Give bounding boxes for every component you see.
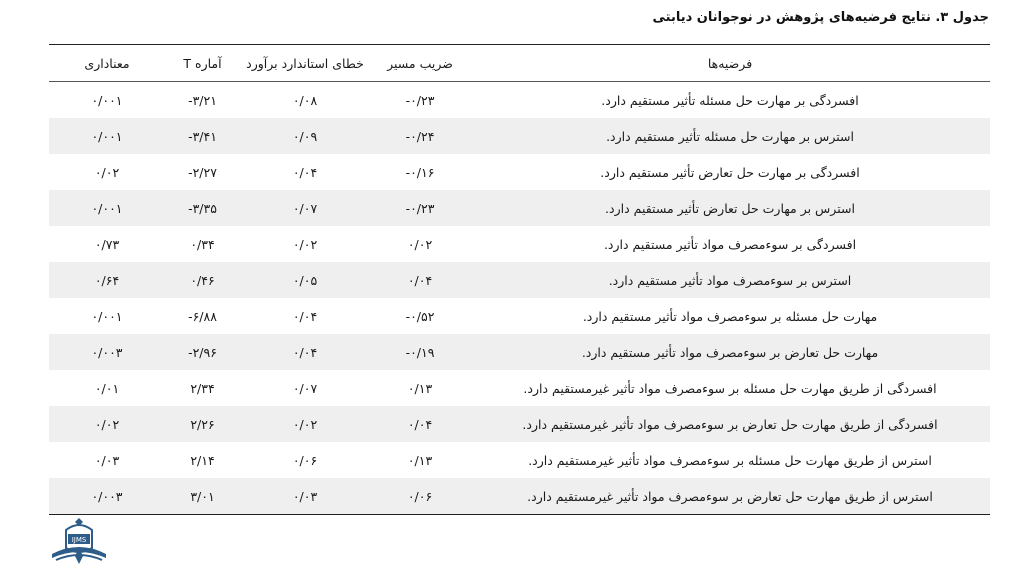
table-row (49, 370, 990, 406)
table-row (49, 406, 990, 442)
header-t-statistic: آماره T (165, 45, 240, 82)
cell-standard-error: ۰/۰۲ (292, 236, 318, 252)
table-row (49, 442, 990, 478)
cell-significance: ۰/۶۴ (49, 262, 165, 298)
cell-path-coefficient: ۰/۰۶ (370, 478, 470, 515)
cell-t-statistic: ۲/۳۴ (190, 380, 215, 396)
table-row (49, 478, 990, 515)
cell-hypothesis: افسردگی از طریق مهارت حل مسئله بر سوءمصرف مواد تأثیر غیرمستقیم دارد. (523, 380, 937, 396)
header-significance: معناداری (49, 45, 165, 82)
cell-hypothesis: افسردگی از طریق مهارت حل تعارض بر سوءمصرف مواد تأثیر غیرمستقیم دارد. (470, 406, 990, 442)
cell-t-statistic: -۶/۸۸ (188, 308, 217, 324)
cell-standard-error: ۰/۰۸ (292, 92, 318, 108)
cell-t-statistic: ۲/۲۶ (165, 406, 240, 442)
logo-text: IJMS (71, 536, 87, 544)
table-row (49, 298, 990, 334)
journal-logo (48, 516, 110, 568)
university-emblem-logo (48, 516, 110, 568)
cell-standard-error: ۰/۰۳ (240, 478, 370, 515)
cell-t-statistic: -۲/۲۷ (188, 164, 217, 180)
cell-significance: ۰/۰۰۳ (49, 478, 165, 515)
cell-standard-error: ۰/۰۵ (240, 262, 370, 298)
cell-path-coefficient: -۰/۱۶ (405, 164, 435, 180)
cell-significance: ۰/۰۲ (94, 164, 120, 180)
header-standard-error: خطای استاندارد برآورد (240, 45, 370, 82)
results-table (49, 44, 990, 515)
table-row (49, 154, 990, 190)
cell-t-statistic: -۲/۹۶ (165, 334, 240, 370)
table-header-row (49, 45, 990, 82)
cell-hypothesis: افسردگی بر مهارت حل تعارض تأثیر مستقیم دارد. (600, 164, 860, 180)
cell-hypothesis: استرس از طریق مهارت حل تعارض بر سوءمصرف مواد تأثیر غیرمستقیم دارد. (470, 478, 990, 515)
cell-hypothesis: استرس بر مهارت حل مسئله تأثیر مستقیم دارد. (470, 118, 990, 154)
cell-standard-error: ۰/۰۹ (240, 118, 370, 154)
table-row (49, 334, 990, 370)
table-body (49, 82, 990, 515)
cell-standard-error: ۰/۰۴ (292, 164, 318, 180)
cell-hypothesis: استرس از طریق مهارت حل مسئله بر سوءمصرف مواد تأثیر غیرمستقیم دارد. (528, 452, 932, 468)
cell-hypothesis: افسردگی بر سوءمصرف مواد تأثیر مستقیم دارد. (603, 236, 857, 252)
table-row (49, 226, 990, 262)
cell-standard-error: ۰/۰۷ (292, 380, 318, 396)
cell-path-coefficient: -۰/۲۳ (370, 190, 470, 226)
cell-path-coefficient: -۰/۲۴ (370, 118, 470, 154)
cell-hypothesis: افسردگی بر مهارت حل مسئله تأثیر مستقیم دارد. (601, 92, 859, 108)
cell-t-statistic: -۳/۲۱ (188, 92, 217, 108)
cell-path-coefficient: ۰/۰۲ (407, 236, 433, 252)
cell-significance: ۰/۰۰۳ (49, 334, 165, 370)
cell-standard-error: ۰/۰۷ (240, 190, 370, 226)
cell-t-statistic: -۳/۳۵ (165, 190, 240, 226)
cell-t-statistic: ۰/۳۴ (190, 236, 215, 252)
cell-t-statistic: ۰/۴۶ (165, 262, 240, 298)
table-row (49, 82, 990, 119)
cell-path-coefficient: ۰/۰۴ (370, 262, 470, 298)
cell-path-coefficient: -۰/۱۹ (370, 334, 470, 370)
cell-hypothesis: مهارت حل تعارض بر سوءمصرف مواد تأثیر مستقیم دارد. (470, 334, 990, 370)
cell-significance: ۰/۰۰۱ (91, 92, 123, 108)
cell-t-statistic: ۲/۱۴ (190, 452, 215, 468)
cell-standard-error: ۰/۰۶ (292, 452, 318, 468)
cell-path-coefficient: ۰/۱۳ (407, 380, 433, 396)
cell-hypothesis: مهارت حل مسئله بر سوءمصرف مواد تأثیر مستقیم دارد. (582, 308, 878, 324)
cell-path-coefficient: -۰/۵۲ (405, 308, 435, 324)
cell-standard-error: ۰/۰۲ (240, 406, 370, 442)
table-row (49, 118, 990, 154)
table-row (49, 262, 990, 298)
cell-path-coefficient: ۰/۱۳ (407, 452, 433, 468)
cell-standard-error: ۰/۰۴ (240, 334, 370, 370)
cell-significance: ۰/۰۱ (94, 380, 120, 396)
cell-significance: ۰/۰۰۱ (49, 118, 165, 154)
header-path-coefficient: ضریب مسیر (370, 45, 470, 82)
cell-significance: ۰/۰۰۱ (49, 190, 165, 226)
table-caption: جدول ۳. نتایج فرضیه‌های پژوهش در نوجوانان دیابتی (652, 10, 989, 25)
cell-significance: ۰/۰۰۱ (91, 308, 123, 324)
cell-path-coefficient: ۰/۰۴ (370, 406, 470, 442)
header-hypotheses: فرضیه‌ها (470, 45, 990, 82)
cell-t-statistic: -۳/۴۱ (165, 118, 240, 154)
cell-significance: ۰/۷۳ (94, 236, 120, 252)
cell-significance: ۰/۰۲ (49, 406, 165, 442)
cell-t-statistic: ۳/۰۱ (165, 478, 240, 515)
cell-hypothesis: استرس بر مهارت حل تعارض تأثیر مستقیم دارد. (470, 190, 990, 226)
cell-significance: ۰/۰۳ (94, 452, 120, 468)
cell-standard-error: ۰/۰۴ (292, 308, 318, 324)
cell-path-coefficient: -۰/۲۳ (405, 92, 435, 108)
cell-hypothesis: استرس بر سوءمصرف مواد تأثیر مستقیم دارد. (470, 262, 990, 298)
table-row (49, 190, 990, 226)
